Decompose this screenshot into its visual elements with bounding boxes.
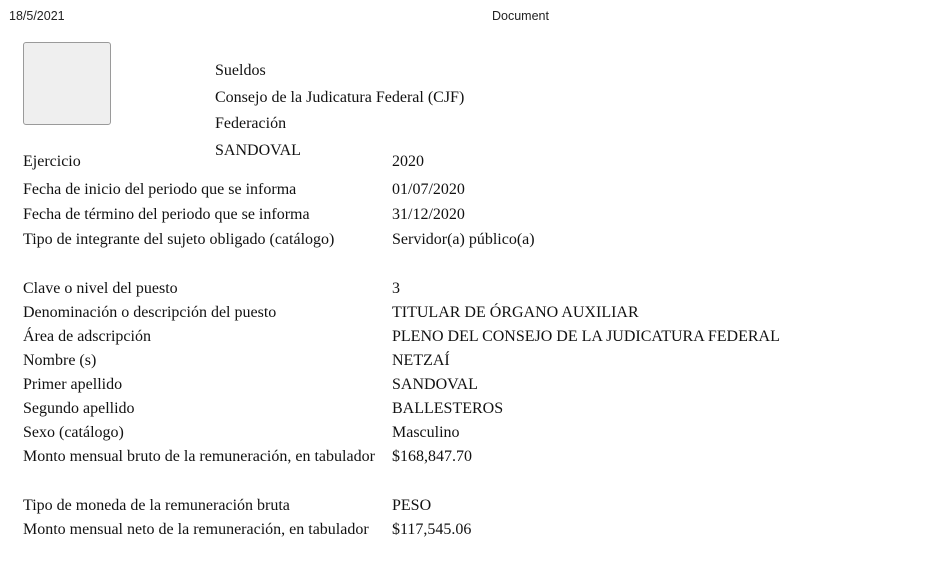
field-label: Fecha de inicio del periodo que se informa bbox=[23, 181, 297, 198]
print-header bbox=[0, 8, 945, 26]
field-value: PLENO DEL CONSEJO DE LA JUDICATURA FEDERAL bbox=[392, 328, 780, 345]
field-value: TITULAR DE ÓRGANO AUXILIAR bbox=[392, 304, 639, 321]
field-value: PESO bbox=[392, 497, 432, 514]
field-value: 2020 bbox=[392, 153, 424, 170]
field-value: $117,545.06 bbox=[392, 521, 472, 538]
field-row bbox=[23, 152, 923, 177]
field-value: $168,847.70 bbox=[392, 448, 472, 465]
field-row bbox=[23, 496, 923, 520]
field-row bbox=[23, 303, 923, 327]
field-label: Segundo apellido bbox=[23, 400, 135, 417]
field-label: Ejercicio bbox=[23, 153, 81, 170]
field-row bbox=[23, 180, 923, 205]
field-label: Sexo (catálogo) bbox=[23, 424, 124, 441]
field-row bbox=[23, 205, 923, 230]
field-row bbox=[23, 520, 923, 564]
field-row bbox=[23, 230, 923, 279]
field-row bbox=[23, 327, 923, 351]
person-surname-heading: SANDOVAL bbox=[215, 141, 301, 159]
field-label: Fecha de término del periodo que se informa bbox=[23, 206, 310, 223]
print-date: 18/5/2021 bbox=[9, 9, 65, 23]
field-label: Monto mensual bruto de la remuneración, en tabulador bbox=[23, 448, 375, 465]
field-value: Servidor(a) público(a) bbox=[392, 231, 535, 248]
field-value: BALLESTEROS bbox=[392, 400, 504, 417]
field-row bbox=[23, 351, 923, 375]
field-label: Primer apellido bbox=[23, 376, 123, 393]
report-type: Sueldos bbox=[215, 62, 266, 79]
field-label: Monto mensual neto de la remuneración, en tabulador bbox=[23, 521, 369, 538]
fields-table bbox=[23, 152, 923, 564]
field-row bbox=[23, 279, 923, 303]
field-label: Tipo de integrante del sujeto obligado (catálogo) bbox=[23, 231, 335, 248]
logo-placeholder bbox=[23, 42, 111, 125]
field-value: Masculino bbox=[392, 424, 460, 441]
field-row bbox=[23, 399, 923, 423]
field-value: 01/07/2020 bbox=[392, 181, 465, 198]
field-label: Tipo de moneda de la remuneración bruta bbox=[23, 497, 290, 514]
field-value: 31/12/2020 bbox=[392, 206, 465, 223]
field-label: Nombre (s) bbox=[23, 352, 97, 369]
field-value: NETZAÍ bbox=[392, 352, 450, 369]
government-level: Federación bbox=[215, 115, 287, 132]
field-value: 3 bbox=[392, 280, 400, 297]
field-label: Clave o nivel del puesto bbox=[23, 280, 178, 297]
field-row bbox=[23, 423, 923, 447]
field-label: Área de adscripción bbox=[23, 328, 151, 345]
field-value: SANDOVAL bbox=[392, 376, 478, 393]
institution-name: Consejo de la Judicatura Federal (CJF) bbox=[215, 88, 465, 106]
field-row bbox=[23, 447, 923, 496]
field-label: Denominación o descripción del puesto bbox=[23, 304, 277, 321]
organization-block bbox=[215, 58, 464, 164]
field-row bbox=[23, 375, 923, 399]
print-title: Document bbox=[492, 9, 549, 23]
